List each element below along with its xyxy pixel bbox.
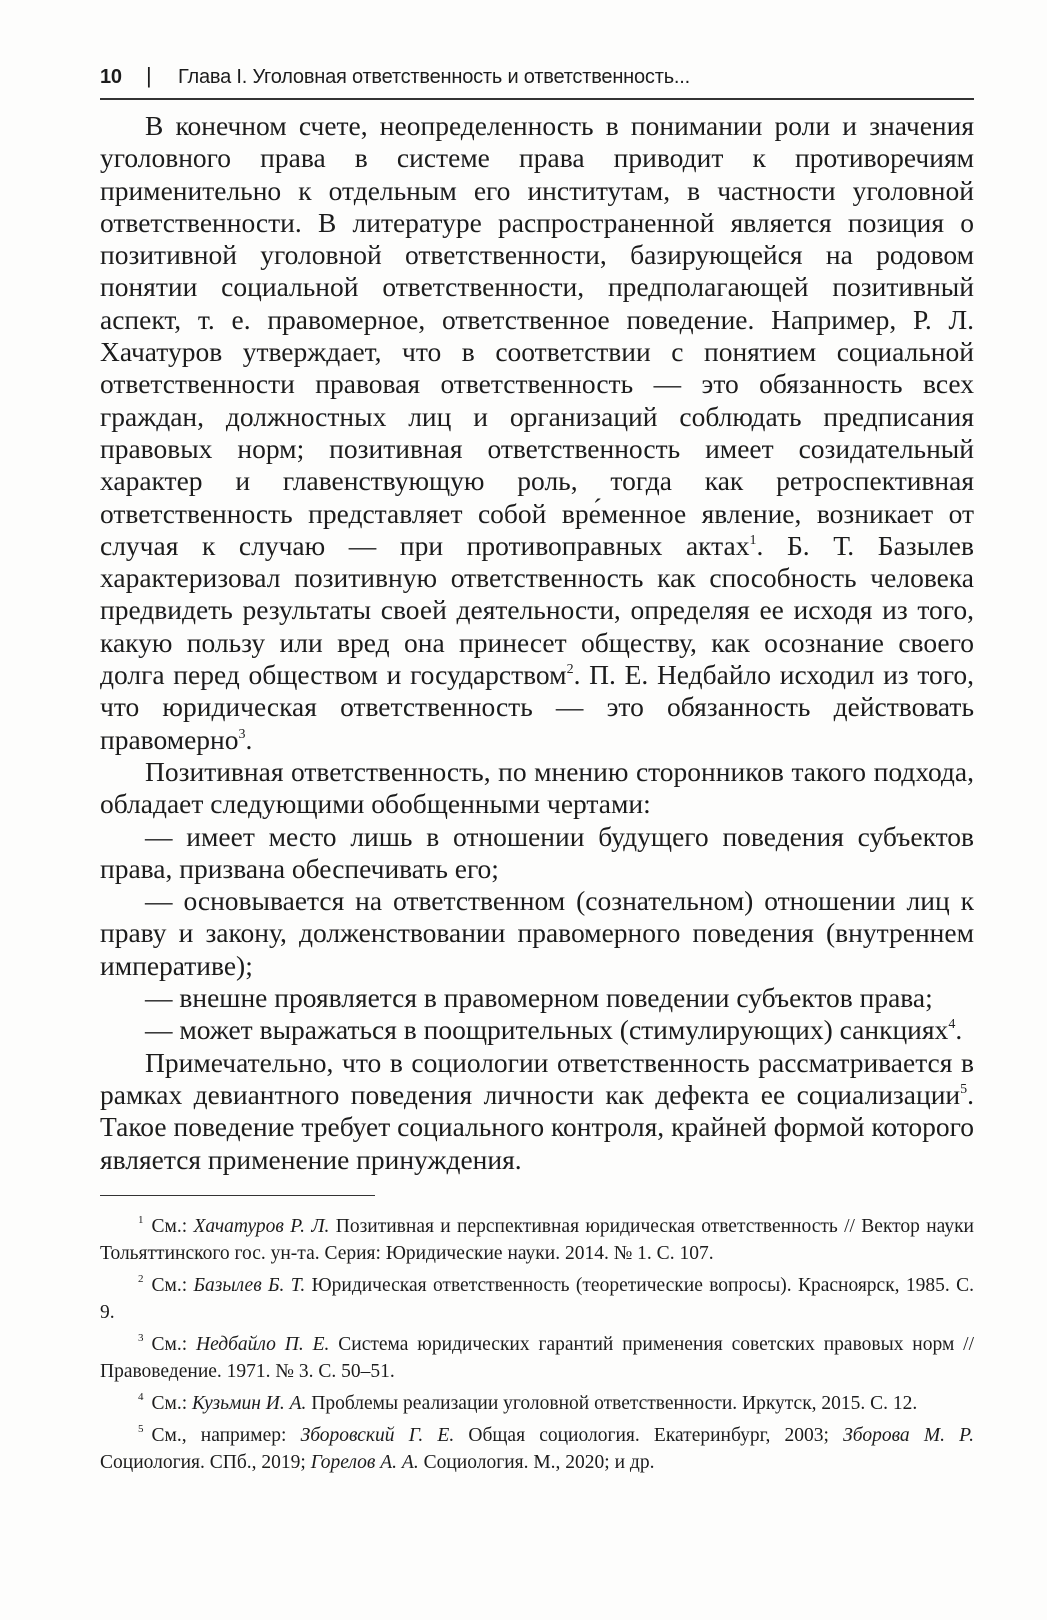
footnote-text: Система юридических гарантий применения советских правовых норм // Правоведение. 1971. № 3. С. 50–51.	[100, 1334, 974, 1382]
footnote-text: Социология. М., 2020; и др.	[418, 1452, 655, 1473]
footnote-ref-5: 5	[960, 1081, 968, 1097]
footnote-author: Горелов А. А.	[310, 1452, 419, 1473]
footnote-text: Социология. СПб., 2019;	[100, 1452, 311, 1473]
list-item: — внешне проявляется в правомерном поведении субъектов права;	[145, 982, 933, 1014]
footnote-number: 2	[138, 1273, 144, 1285]
footnote-2	[100, 1272, 974, 1326]
footnote-ref-2: 2	[566, 662, 574, 678]
footnote-divider	[100, 1195, 375, 1196]
footnote-prefix: См., например:	[151, 1425, 301, 1446]
footnote-number: 4	[138, 1391, 144, 1403]
list-item	[100, 1014, 974, 1046]
footnote-text: Позитивная и перспективная юридическая ответственность // Вектор науки Тольяттинского гос. ун-та. Серия: Юридические науки. 2014. № 1. С. 107.	[100, 1216, 974, 1264]
paragraph-1-text-b: . Б. Т. Базылев характеризовал позитивную ответственность как способность человека предвидеть результаты своей деятельности, определяя ее исходя из того, какую пользу или вред она принесет обществу, как осознание своего долга перед обществом и государством	[100, 529, 974, 691]
footnote-author: Зборова М. Р.	[843, 1425, 974, 1446]
footnote-ref-3: 3	[238, 726, 246, 742]
footnote-prefix: См.:	[151, 1393, 193, 1414]
header-separator: |	[146, 63, 152, 88]
footnote-4	[100, 1390, 974, 1417]
footnote-prefix: См.:	[151, 1334, 196, 1355]
footnote-prefix: См.:	[151, 1216, 194, 1237]
list-item: — основывается на ответственном (сознательном) отношении лиц к праву и закону, долженствовании правомерного поведения (внутреннем императиве);	[100, 885, 974, 981]
paragraph-3	[100, 1047, 974, 1176]
footnote-author: Кузьмин И. А.	[192, 1393, 307, 1414]
list-item-4-text: — может выражаться в поощрительных (стимулирующих) санкциях	[145, 1014, 949, 1046]
page-number: 10	[100, 66, 122, 88]
footnote-author: Зборовский Г. Е.	[300, 1425, 455, 1446]
footnote-5	[100, 1422, 974, 1476]
footnote-1	[100, 1213, 974, 1267]
footnotes	[100, 1213, 974, 1481]
paragraph-1-text-c: . П. Е. Недбайло исходил из того, что юридическая ответственность — это обязанность действовать правомерно	[100, 659, 974, 755]
paragraph-3-text-a: Примечательно, что в социологии ответственность рассматривается в рамках девиантного поведения личности как дефекта ее социализации	[100, 1046, 974, 1110]
list-item-4-end: .	[955, 1014, 963, 1046]
footnote-text: Юридическая ответственность (теоретические вопросы). Красноярск, 1985. С. 9.	[100, 1275, 975, 1323]
footnote-text: Проблемы реализации уголовной ответственности. Иркутск, 2015. С. 12.	[306, 1393, 918, 1414]
footnote-number: 5	[138, 1423, 144, 1435]
chapter-title: Глава I. Уголовная ответственность и ответственность...	[178, 66, 690, 88]
paragraph-2: Позитивная ответственность, по мнению сторонников такого подхода, обладает следующими обобщенными чертами:	[100, 755, 974, 820]
paragraph-3-text-b: . Такое поведение требует социального контроля, крайней формой которого является применение принуждения.	[100, 1078, 974, 1175]
paragraph-1-text-d: .	[245, 723, 253, 755]
main-text	[100, 110, 974, 1176]
footnote-ref-1: 1	[749, 532, 757, 548]
footnote-author: Базылев Б. Т.	[193, 1275, 306, 1296]
footnote-ref-4: 4	[948, 1017, 956, 1033]
running-header	[100, 56, 974, 100]
paragraph-1	[100, 110, 974, 756]
list-item: — имеет место лишь в отношении будущего поведения субъектов права, призвана обеспечивать его;	[100, 820, 974, 884]
footnote-prefix: См.:	[151, 1275, 194, 1296]
footnote-author: Недбайло П. Е.	[196, 1334, 330, 1355]
footnote-number: 3	[138, 1332, 144, 1344]
footnote-author: Хачатуров Р. Л.	[193, 1216, 330, 1237]
footnote-text: Общая социология. Екатеринбург, 2003;	[454, 1425, 844, 1446]
footnote-3	[100, 1331, 974, 1385]
paragraph-1-text-a: В конечном счете, неопределенность в понимании роли и значения уголовного права в системе права приводит к противоречиям применительно к отдельным его институтам, в частности уголовной ответственности. В литературе распространенной является позиция о позитивной уголовной ответственности, базирующейся на родовом понятии социальной ответственности, предполагающей позитивный аспект, т. е. правомерное, ответственное поведение. Например, Р. Л. Хачатуров утверждает, что в соответствии с понятием социальной ответственности правовая ответственность — это обязанность всех граждан, должностных лиц и организаций соблюдать предписания правовых норм; позитивная ответственность имеет созидательный характер и главенствующую роль, тогда как ретроспективная ответственность представляет собой вре́менное явление, возникает от случая к случаю — при противоправных актах	[100, 110, 974, 561]
footnote-number: 1	[138, 1214, 144, 1226]
